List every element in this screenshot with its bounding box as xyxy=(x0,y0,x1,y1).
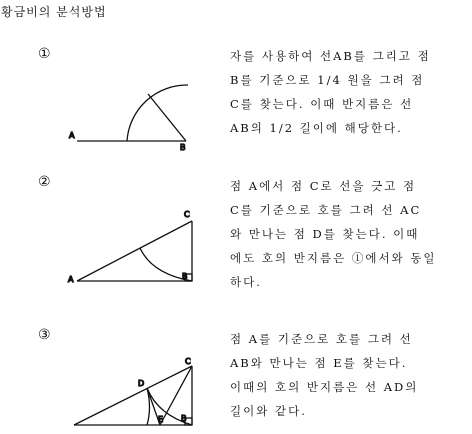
step-1-line: B를 기준으로 1/4 원을 그려 점 xyxy=(230,73,425,87)
step-3-number: ③ xyxy=(38,327,51,343)
step-2-line: 에도 호의 반지름은 ①에서와 동일 xyxy=(230,251,437,265)
step-2-number: ② xyxy=(38,174,51,190)
step-1-line: 자를 사용하여 선AB를 그리고 점 xyxy=(230,49,431,63)
step-3-line: AB와 만나는 점 E를 찾는다. xyxy=(230,356,408,370)
label-e: E xyxy=(158,415,164,424)
label-b: B xyxy=(181,414,187,423)
line-c-to-e xyxy=(160,366,192,425)
diagram-1 xyxy=(69,85,188,152)
label-a: A xyxy=(69,131,75,140)
radius-line xyxy=(148,94,186,141)
label-c: C xyxy=(184,210,190,219)
label-d: D xyxy=(138,379,145,388)
step-3-line: 이때의 호의 반지름은 선 AD의 xyxy=(230,380,419,394)
step-2-line: 와 만나는 점 D를 찾는다. 이때 xyxy=(230,227,420,241)
label-b: B xyxy=(180,143,186,152)
hypotenuse-ac xyxy=(74,366,192,425)
label-c: C xyxy=(185,357,191,366)
diagram-2 xyxy=(68,210,192,284)
page-title: 황금비의 분석방법 xyxy=(1,5,107,19)
step-1-line: AB의 1/2 길이에 해당한다. xyxy=(230,121,403,135)
step-1-number: ① xyxy=(38,46,51,62)
step-2-line: C를 기준으로 호를 그려 선 AC xyxy=(230,203,422,217)
diagram-3 xyxy=(74,357,192,425)
step-2-line: 하다. xyxy=(230,275,262,289)
hypotenuse-ac xyxy=(77,221,192,281)
step-3-line: 길이와 같다. xyxy=(230,404,307,418)
label-b: B xyxy=(182,272,188,281)
step-2-line: 점 A에서 점 C로 선을 긋고 점 xyxy=(230,179,417,193)
label-a: A xyxy=(68,275,74,284)
step-3-line: 점 A를 기준으로 호를 그려 선 xyxy=(230,332,413,346)
step-1-line: C를 찾는다. 이때 반지름은 선 xyxy=(230,97,414,111)
